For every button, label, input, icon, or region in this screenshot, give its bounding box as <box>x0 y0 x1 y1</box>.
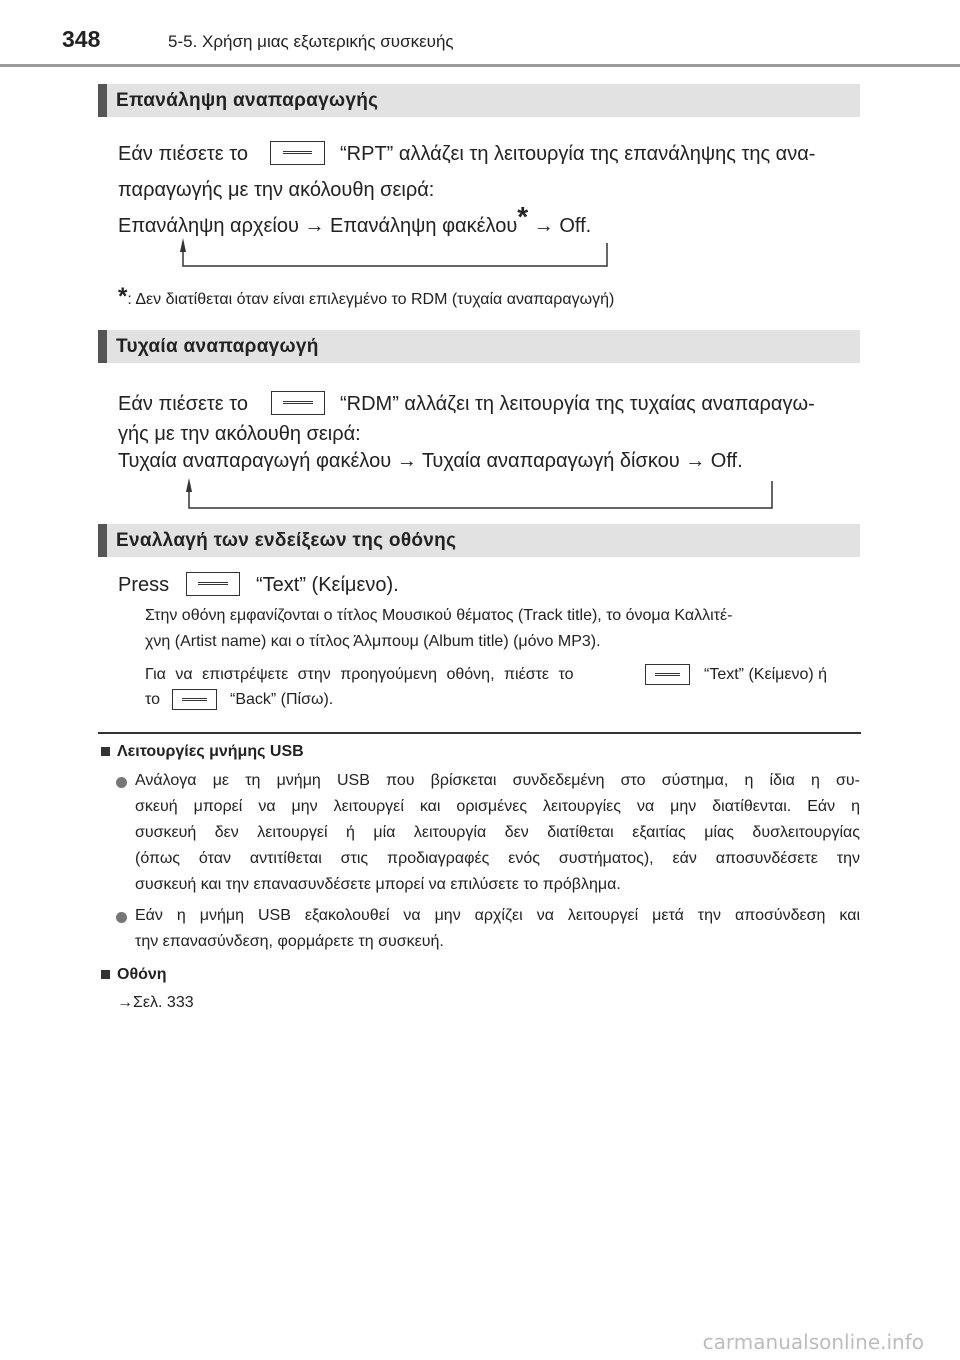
section-marker <box>98 524 107 557</box>
repeat-text-post: “RPT” αλλάζει τη λειτουργία της επανάληψης της ανα- <box>340 143 816 165</box>
seq-item: Τυχαία αναπαραγωγή δίσκου <box>421 450 680 472</box>
footnote-asterisk: * <box>118 283 128 310</box>
text-line: (όπως όταν αντιτίθεται στις προδιαγραφές ενός συστήματος), εάν αποσυνδέσετε την <box>135 850 860 867</box>
arrow-icon: → <box>685 450 706 472</box>
screen-note-title: Οθόνη <box>117 966 167 983</box>
text-line: σκευή μπορεί να μην λειτουργεί και ορισμένες λειτουργίες να μην διατίθενται. Εάν η <box>135 798 860 815</box>
display-press-label: Press <box>118 574 170 596</box>
watermark: carmanualsonline.info <box>702 1330 924 1354</box>
notes-divider <box>98 732 861 734</box>
display-info2-line2a: το <box>145 691 160 708</box>
seq-item: Επανάληψη αρχείου <box>118 215 299 237</box>
section-title: Εναλλαγή των ενδείξεων της οθόνης <box>116 530 457 551</box>
back-button-icon <box>172 689 217 710</box>
usb-bullet-2 <box>135 907 860 959</box>
arrow-icon: → <box>533 215 554 237</box>
text-line: συσκευή δεν λειτουργεί ή μία λειτουργία δεν διατίθεται εξαιτίας μίας δυσλειτουργίας <box>135 824 860 841</box>
random-sequence <box>118 450 743 473</box>
page-reference-link[interactable]: →Σελ. 333 <box>117 994 194 1011</box>
text-line: Ανάλογα με τη μνήμη USB που βρίσκεται συνδεδεμένη στο σύστημα, η ίδια η συ- <box>135 772 860 789</box>
text-line: συσκευή και την επανασυνδέσετε μπορεί να επιλύσετε το πρόβλημα. <box>135 876 621 893</box>
seq-item: Off. <box>710 450 743 472</box>
text-line: την επανασύνδεση, φορμάρετε τη συσκευή. <box>135 933 444 950</box>
section-title: Επανάληψη αναπαραγωγής <box>116 90 379 111</box>
repeat-text-pre: Εάν πιέσετε το <box>118 143 248 165</box>
seq-item: Off. <box>559 215 592 237</box>
repeat-text-line2: παραγωγής με την ακόλουθη σειρά: <box>118 179 435 201</box>
text-button-icon <box>645 664 690 685</box>
round-bullet-icon <box>116 912 127 923</box>
display-info2-line1a: Για να επιστρέψετε στην προηγούμενη οθόνη, πιέστε το <box>145 666 574 683</box>
display-info1-line1: Στην οθόνη εμφανίζονται ο τίτλος Μουσικού θέματος (Track title), το όνομα Καλλιτέ- <box>145 607 733 624</box>
arrow-icon: → <box>396 450 417 472</box>
display-press-post: “Text” (Κείμενο). <box>256 574 399 596</box>
asterisk: * <box>517 201 529 232</box>
display-info2-line2b: “Back” (Πίσω). <box>230 691 334 708</box>
text-button-icon <box>186 572 240 596</box>
seq-item: Επανάληψη φακέλου <box>330 215 518 237</box>
display-info1-line2: χνη (Artist name) και ο τίτλος Άλμπουμ (Album title) (μόνο MP3). <box>145 633 601 650</box>
section-title: Τυχαία αναπαραγωγή <box>116 336 319 357</box>
square-bullet-icon <box>101 970 110 979</box>
text-line: Εάν η μνήμη USB εξακολουθεί να μην αρχίζει να λειτουργεί μετά την αποσύνδεση και <box>135 907 860 924</box>
section-marker <box>98 330 107 363</box>
usb-bullet-1 <box>135 772 860 902</box>
footnote <box>118 283 614 311</box>
footnote-text: : Δεν διατίθεται όταν είναι επιλεγμένο το RDM (τυχαία αναπαραγωγή) <box>127 291 615 308</box>
seq-item: Τυχαία αναπαραγωγή φακέλου <box>118 450 392 472</box>
random-text-post: “RDM” αλλάζει τη λειτουργία της τυχαίας αναπαραγω- <box>340 393 815 415</box>
display-info2-line1b: “Text” (Κείμενο) ή <box>704 666 828 683</box>
random-text-line2: γής με την ακόλουθη σειρά: <box>118 423 361 445</box>
square-bullet-icon <box>101 747 110 756</box>
chapter-title: 5-5. Χρήση μιας εξωτερικής συσκευής <box>168 32 454 51</box>
rdm-button-icon <box>271 391 325 415</box>
random-text-pre: Εάν πιέσετε το <box>118 393 248 415</box>
arrow-icon: → <box>304 215 325 237</box>
usb-note-title: Λειτουργίες μνήμης USB <box>117 743 304 760</box>
section-header-display <box>98 524 860 557</box>
section-header-random <box>98 330 860 363</box>
page-number: 348 <box>62 26 101 52</box>
round-bullet-icon <box>116 777 127 788</box>
